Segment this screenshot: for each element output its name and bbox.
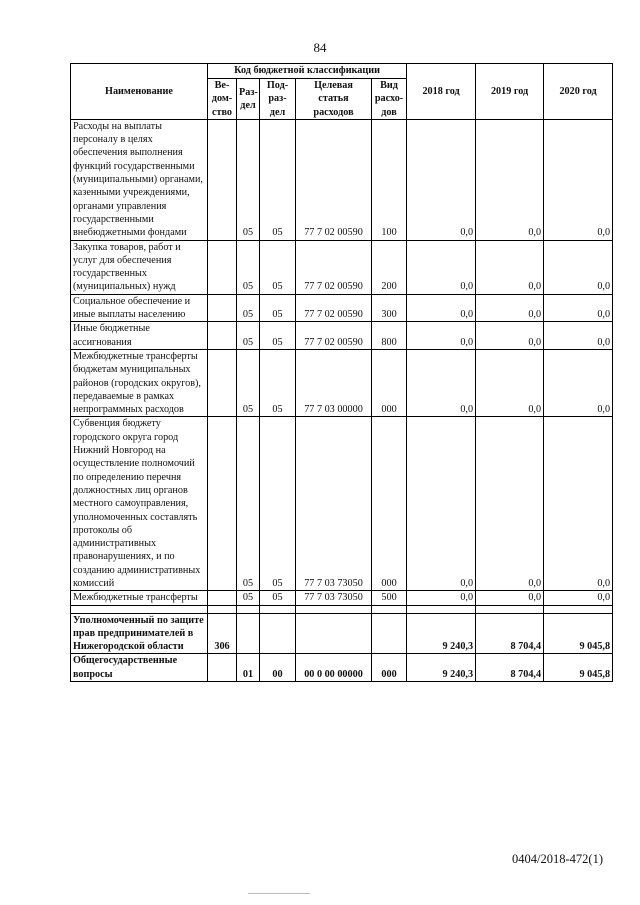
row-dept [208,591,237,605]
row-2020: 9 045,8 [544,613,613,654]
row-subsection: 05 [260,294,296,322]
row-2018: 0,0 [407,417,476,591]
row-name: Межбюджетные трансферты [71,591,208,605]
row-2019: 8 704,4 [476,613,544,654]
row-dept [208,119,237,240]
row-expense-type: 200 [372,240,407,294]
row-target [296,613,372,654]
row-dept [208,349,237,416]
row-2020: 0,0 [544,240,613,294]
header-2018: 2018 год [407,64,476,120]
row-subsection: 05 [260,322,296,350]
header-classification-group: Код бюджетной классификации [208,64,407,79]
header-expense-type: Вид расхо- дов [372,79,407,120]
row-dept [208,294,237,322]
row-target: 77 7 03 73050 [296,417,372,591]
row-name: Межбюджетные трансферты бюджетам муниципальных районов (городских округов), передаваемые в рамках непрограммных расходов [71,349,208,416]
row-2019: 0,0 [476,240,544,294]
header-name: Наименование [71,64,208,120]
row-dept [208,654,237,682]
row-expense-type: 000 [372,654,407,682]
row-2019: 0,0 [476,294,544,322]
budget-table [70,63,613,682]
row-section: 05 [237,294,260,322]
table-row [71,349,613,416]
spacer-row [71,605,613,613]
header-section: Раз- дел [237,79,260,120]
table-row [71,119,613,240]
row-section: 05 [237,322,260,350]
row-2019: 0,0 [476,349,544,416]
table-row-total [71,654,613,682]
row-2019: 0,0 [476,322,544,350]
row-expense-type [372,613,407,654]
row-2020: 0,0 [544,322,613,350]
row-2018: 0,0 [407,119,476,240]
row-target: 00 0 00 00000 [296,654,372,682]
row-2020: 0,0 [544,417,613,591]
row-name: Социальное обеспечение и иные выплаты населению [71,294,208,322]
row-2020: 0,0 [544,349,613,416]
row-subsection [260,613,296,654]
row-2018: 0,0 [407,240,476,294]
row-dept: 306 [208,613,237,654]
row-expense-type: 000 [372,349,407,416]
row-name: Уполномоченный по защите прав предпринимателей в Нижегородской области [71,613,208,654]
table-row [71,240,613,294]
row-subsection: 05 [260,417,296,591]
row-2019: 0,0 [476,591,544,605]
row-dept [208,240,237,294]
row-subsection: 05 [260,591,296,605]
row-expense-type: 500 [372,591,407,605]
table-row [71,591,613,605]
row-subsection: 05 [260,349,296,416]
row-section [237,613,260,654]
header-dept: Ве- дом- ство [208,79,237,120]
header-subsection: Под- раз- дел [260,79,296,120]
row-2020: 0,0 [544,119,613,240]
row-name: Расходы на выплаты персоналу в целях обеспечения выполнения функций государственными (муниципальными) органами, казенными учреждениями, органами управления государственными внебюджетными фондами [71,119,208,240]
row-2020: 0,0 [544,591,613,605]
row-subsection: 05 [260,119,296,240]
row-subsection: 00 [260,654,296,682]
row-dept [208,417,237,591]
table-row [71,417,613,591]
row-subsection: 05 [260,240,296,294]
row-section: 05 [237,240,260,294]
row-target: 77 7 02 00590 [296,240,372,294]
row-name: Субвенция бюджету городского округа город Нижний Новгород на осуществление полномочий по определению перечня должностных лиц органов местного самоуправления, уполномоченных составлять протоколы об административных правонарушениях, и по созданию административных комиссий [71,417,208,591]
row-name: Закупка товаров, работ и услуг для обеспечения государственных (муниципальных) нужд [71,240,208,294]
row-2018: 0,0 [407,591,476,605]
row-expense-type: 800 [372,322,407,350]
row-target: 77 7 02 00590 [296,322,372,350]
row-target: 77 7 02 00590 [296,294,372,322]
row-2020: 9 045,8 [544,654,613,682]
row-name: Иные бюджетные ассигнования [71,322,208,350]
row-target: 77 7 02 00590 [296,119,372,240]
row-2018: 9 240,3 [407,654,476,682]
row-2020: 0,0 [544,294,613,322]
row-2018: 0,0 [407,349,476,416]
row-2019: 0,0 [476,417,544,591]
header-2020: 2020 год [544,64,613,120]
row-section: 05 [237,119,260,240]
row-target: 77 7 03 73050 [296,591,372,605]
table-row-total [71,613,613,654]
row-section: 05 [237,349,260,416]
row-expense-type: 100 [372,119,407,240]
row-2019: 8 704,4 [476,654,544,682]
row-2019: 0,0 [476,119,544,240]
page-number: 84 [313,40,327,55]
row-2018: 0,0 [407,322,476,350]
row-section: 01 [237,654,260,682]
table-row [71,322,613,350]
table-row [71,294,613,322]
bottom-divider [248,893,310,894]
row-name: Общегосударственные вопросы [71,654,208,682]
row-target: 77 7 03 00000 [296,349,372,416]
row-2018: 9 240,3 [407,613,476,654]
row-2018: 0,0 [407,294,476,322]
header-2019: 2019 год [476,64,544,120]
row-section: 05 [237,591,260,605]
header-target: Целевая статья расходов [296,79,372,120]
document-number: 0404/2018-472(1) [512,852,603,866]
row-expense-type: 300 [372,294,407,322]
row-expense-type: 000 [372,417,407,591]
row-dept [208,322,237,350]
row-section: 05 [237,417,260,591]
